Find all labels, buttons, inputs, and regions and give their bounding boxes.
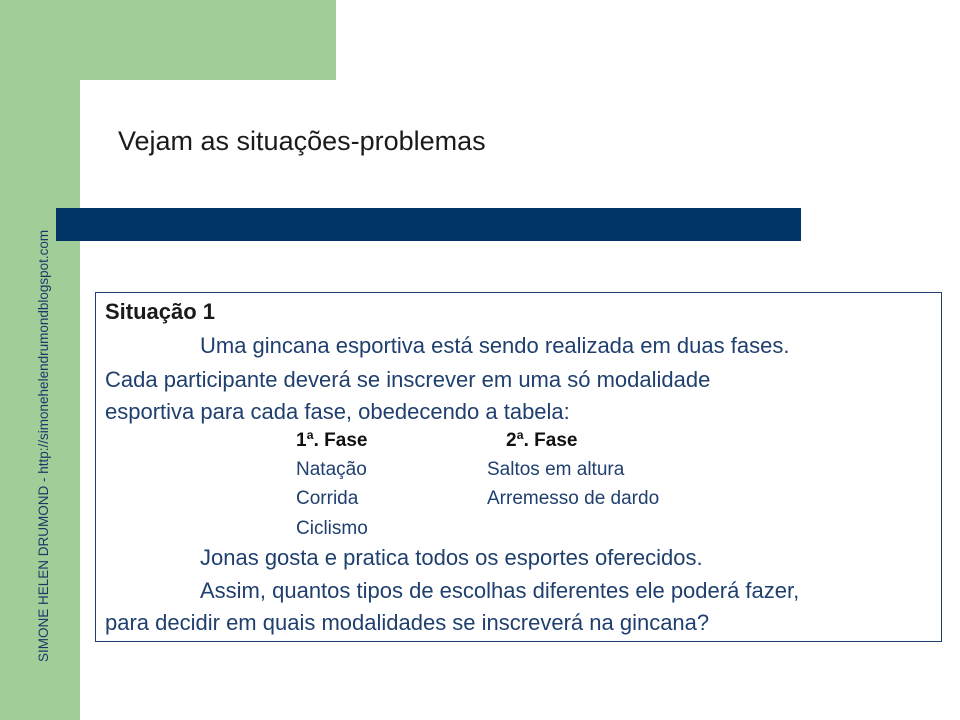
title-underline-bar xyxy=(56,208,801,241)
table-cell-phase-1: Natação xyxy=(296,459,367,480)
paragraph-line: Assim, quantos tipos de escolhas diferentes ele poderá fazer, xyxy=(200,578,800,603)
table-cell-phase-1: Ciclismo xyxy=(296,518,368,539)
situation-heading: Situação 1 xyxy=(105,299,216,324)
top-decorative-band xyxy=(80,0,336,80)
table-cell-phase-2: Saltos em altura xyxy=(487,459,625,480)
slide-title: Vejam as situações-problemas xyxy=(118,126,486,156)
paragraph-line: esportiva para cada fase, obedecendo a tabela: xyxy=(105,399,570,424)
corner-curve xyxy=(80,80,124,124)
paragraph-line: Jonas gosta e pratica todos os esportes oferecidos. xyxy=(200,545,703,570)
paragraph-line: para decidir em quais modalidades se inscreverá na gincana? xyxy=(105,610,710,635)
vertical-credit-text: SIMONE HELEN DRUMOND - http://simonehelendrumondblogspot.com xyxy=(36,229,51,662)
table-cell-phase-2: Arremesso de dardo xyxy=(487,488,660,509)
table-header-phase-1: 1ª. Fase xyxy=(296,430,368,451)
paragraph-line: Uma gincana esportiva está sendo realizada em duas fases. xyxy=(200,333,790,358)
table-header-phase-2: 2ª. Fase xyxy=(506,430,578,451)
situation-box xyxy=(95,292,942,642)
table-cell-phase-1: Corrida xyxy=(296,488,359,509)
paragraph-line: Cada participante deverá se inscrever em uma só modalidade xyxy=(105,367,711,392)
